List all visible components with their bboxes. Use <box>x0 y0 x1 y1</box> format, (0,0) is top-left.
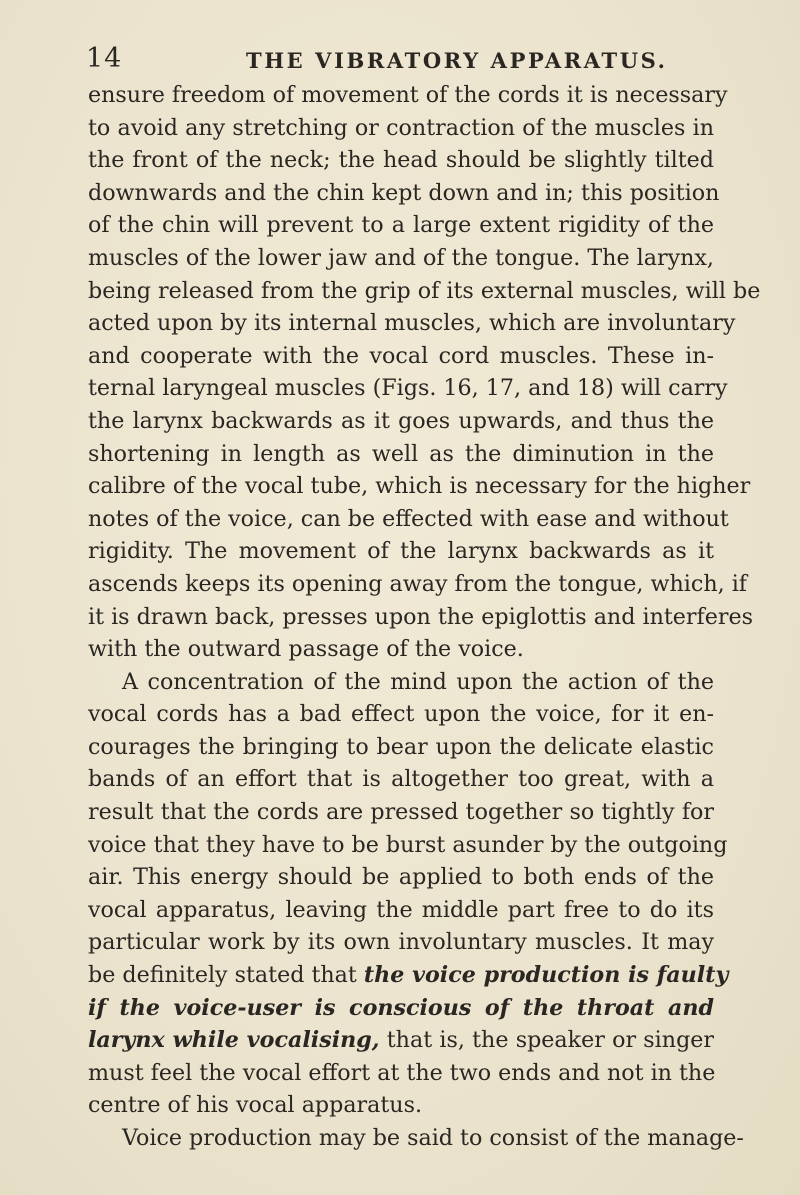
text-line: vocal cords has a bad effect upon the voice, for it en- <box>88 701 714 728</box>
text-line: of the chin will prevent to a large extent rigidity of the <box>88 212 714 239</box>
text-line: shortening in length as well as the diminution in the <box>88 440 714 467</box>
plain-segment: that is, the speaker or singer <box>386 1027 715 1054</box>
text-line: notes of the voice, can be effected with ease and without <box>88 505 729 532</box>
emphasis-segment: larynx while vocalising, <box>88 1027 380 1054</box>
page-number: 14 <box>86 43 123 74</box>
emphasis-line: if the voice-user is conscious of the throat and <box>88 994 714 1021</box>
text-line: the larynx backwards as it goes upwards, and thus the <box>88 407 714 434</box>
text-line: muscles of the lower jaw and of the tongue. The larynx, <box>88 244 714 271</box>
paragraph-first-line: A concentration of the mind upon the action of the <box>122 668 714 695</box>
text-line: the front of the neck; the head should be slightly tilted <box>88 147 714 174</box>
text-line: ascends keeps its opening away from the tongue, which, if <box>88 570 748 597</box>
text-line: voice that they have to be burst asunder by the outgoing <box>88 831 728 858</box>
page-header <box>86 42 714 82</box>
text-line: courages the bringing to bear upon the delicate elastic <box>88 733 714 760</box>
text-line: downwards and the chin kept down and in; this position <box>88 179 720 206</box>
text-line-mixed <box>88 1024 714 1057</box>
text-line: ternal laryngeal muscles (Figs. 16, 17, and 18) will carry <box>88 375 728 402</box>
text-line: vocal apparatus, leaving the middle part free to do its <box>88 896 714 923</box>
text-line: bands of an effort that is altogether too great, with a <box>88 766 714 793</box>
running-head: THE VIBRATORY APPARATUS. <box>246 48 668 73</box>
text-line: it is drawn back, presses upon the epiglottis and interferes <box>88 603 753 630</box>
text-line-mixed <box>88 959 729 992</box>
text-line: acted upon by its internal muscles, which are involuntary <box>88 310 736 337</box>
text-line: ensure freedom of movement of the cords it is necessary <box>88 82 728 108</box>
emphasis-segment: the voice production is faulty <box>363 962 729 989</box>
text-line: and cooperate with the vocal cord muscles. These in- <box>88 342 714 369</box>
text-line: calibre of the vocal tube, which is necessary for the higher <box>88 473 751 500</box>
paragraph-last-line: with the outward passage of the voice. <box>88 636 524 663</box>
plain-segment: be definitely stated that <box>88 962 357 989</box>
paragraph-last-line: centre of his vocal apparatus. <box>88 1092 423 1119</box>
text-line: result that the cords are pressed together so tightly for <box>88 799 714 826</box>
text-line: being released from the grip of its external muscles, will be <box>88 277 761 304</box>
paragraph-first-line: Voice production may be said to consist of the manage- <box>122 1125 744 1151</box>
text-line: to avoid any stretching or contraction of the muscles in <box>88 114 714 141</box>
text-line: rigidity. The movement of the larynx backwards as it <box>88 538 714 565</box>
body-text <box>88 79 761 1155</box>
text-line: must feel the vocal effort at the two ends and not in the <box>88 1059 716 1086</box>
text-line: particular work by its own involuntary muscles. It may <box>88 929 714 956</box>
text-line: air. This energy should be applied to both ends of the <box>88 864 714 891</box>
